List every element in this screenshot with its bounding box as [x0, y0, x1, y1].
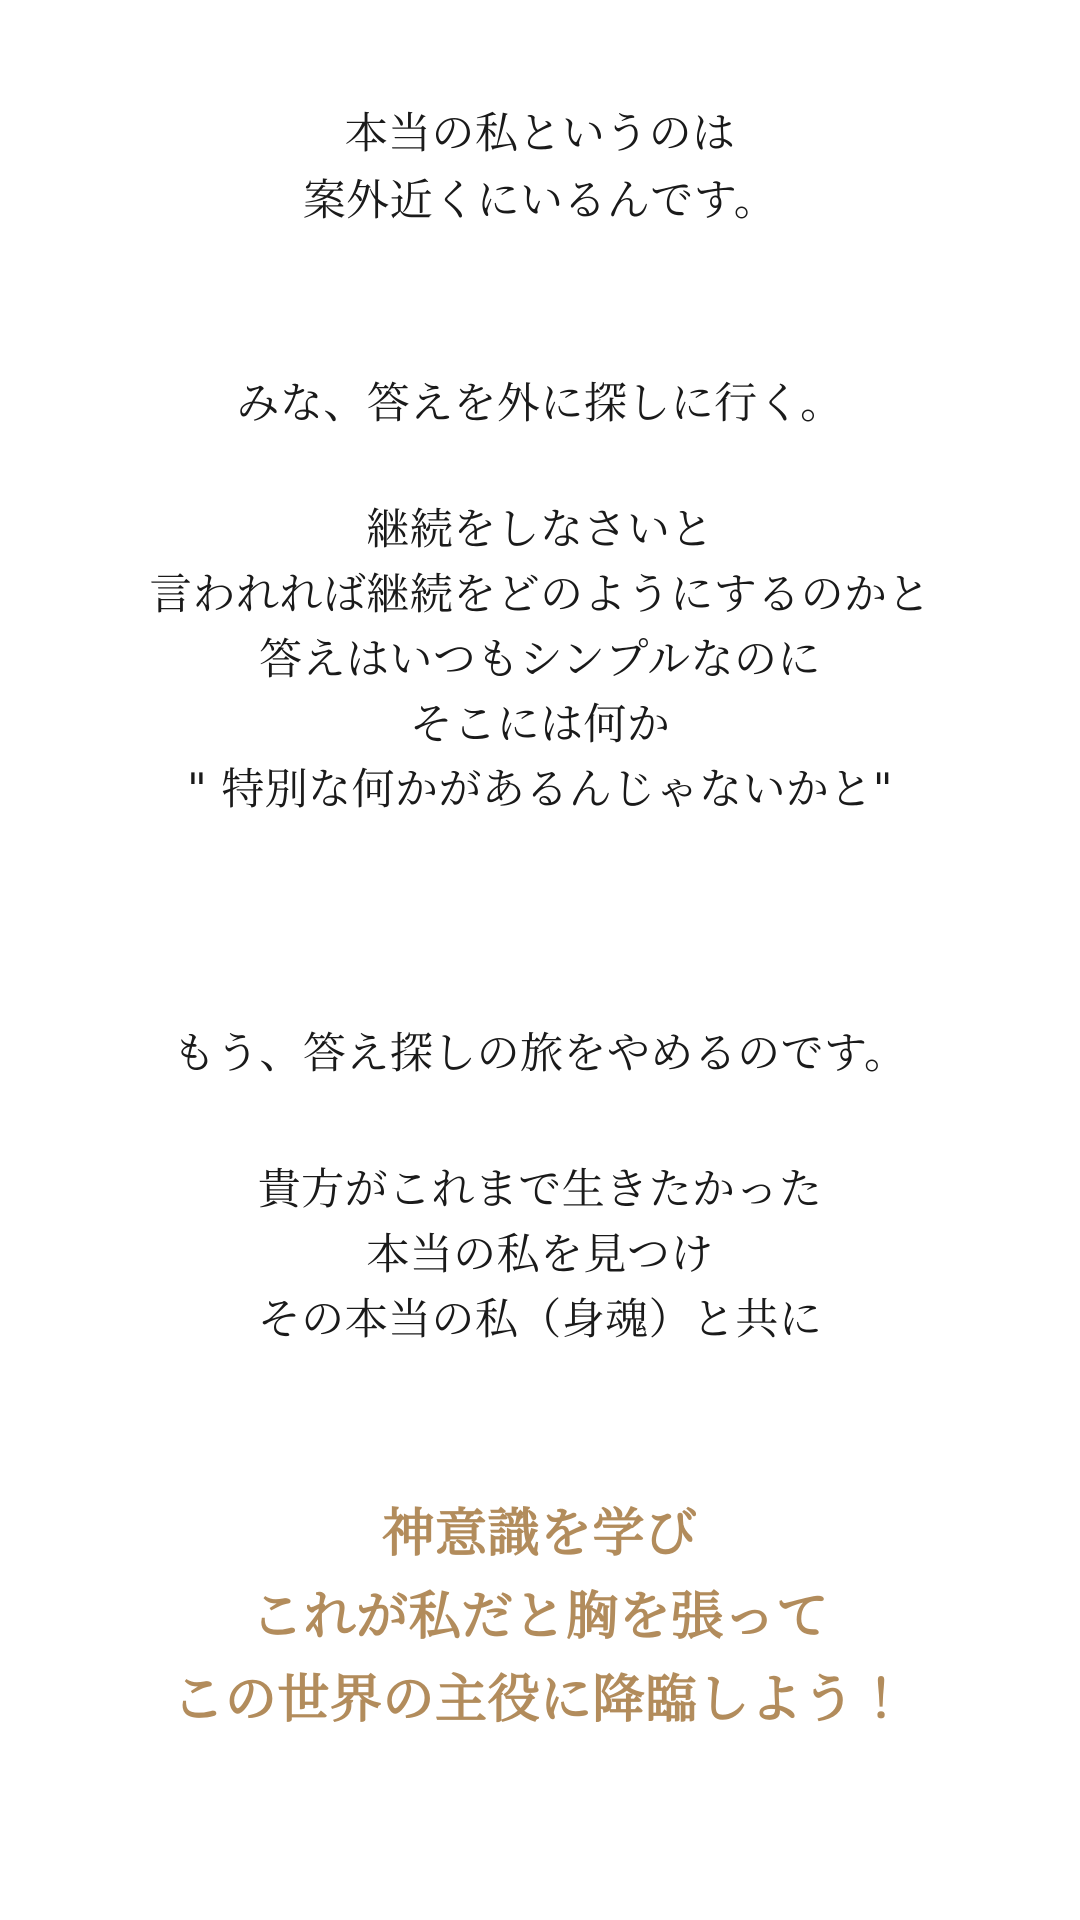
text-line: 貴方がこれまで生きたかった — [257, 1165, 823, 1215]
text-line emphasized: 神意識を学び — [382, 1503, 698, 1564]
paragraph-stop-searching — [0, 1021, 1080, 1088]
text-line: 本当の私を見つけ — [366, 1230, 714, 1280]
paragraph-true-self — [0, 1158, 1080, 1353]
text-line: 答えはいつもシンプルなのに — [259, 635, 821, 685]
text-line: そこには何か — [409, 700, 671, 750]
text-line emphasized: この世界の主役に降臨しよう！ — [172, 1669, 908, 1730]
paragraph-continuation — [0, 498, 1080, 823]
text-line: 案外近くにいるんです。 — [302, 176, 778, 226]
text-line emphasized: これが私だと胸を張って — [251, 1586, 829, 1647]
paragraph-call-to-action — [0, 1492, 1080, 1741]
text-line quoted-line: " 特別な何かがあるんじゃないかと" — [187, 765, 893, 815]
paragraph-everyone-searches — [0, 371, 1080, 438]
text-line: 本当の私というのは — [344, 109, 736, 159]
text-line: その本当の私（身魂）と共に — [257, 1295, 823, 1345]
paragraph-intro — [0, 101, 1080, 235]
text-line: もう、答え探しの旅をやめるのです。 — [172, 1029, 908, 1079]
text-line: 継続をしなさいと — [366, 505, 714, 555]
text-line: 言われれば継続をどのようにするのかと — [149, 570, 931, 620]
text-line: みな、答えを外に探しに行く。 — [236, 379, 844, 429]
